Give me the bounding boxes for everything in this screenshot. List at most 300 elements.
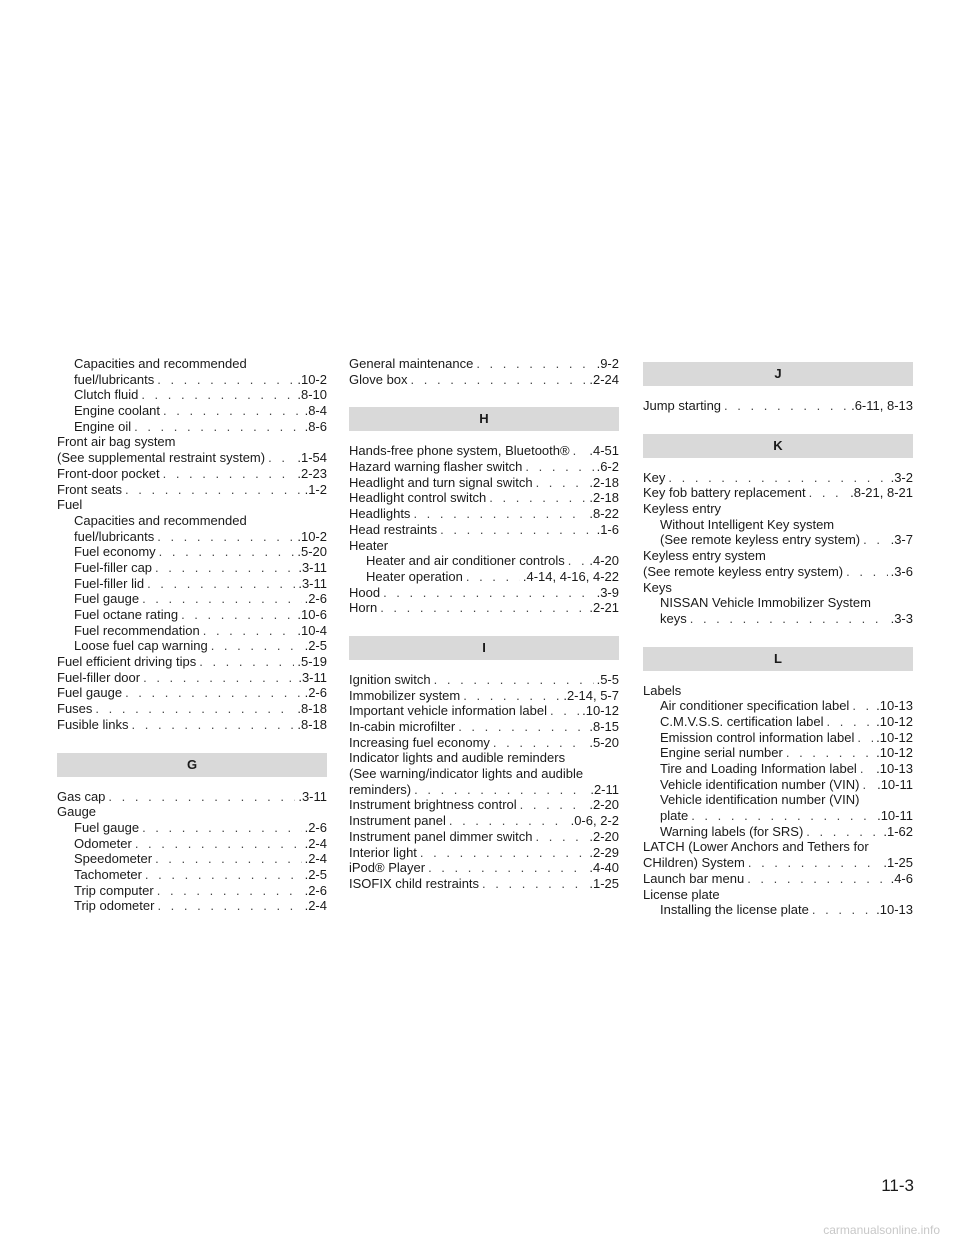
index-entry-term: ISOFIX child restraints [349,875,480,891]
index-entry-term: Instrument panel dimmer switch [349,828,533,844]
leader-dots [135,836,302,852]
index-entry-page-ref[interactable]: .10-11 [877,776,913,792]
index-entry[interactable] [643,714,913,730]
index-entry-page-ref[interactable]: .3-9 [596,584,619,600]
index-entry-term: Front air bag system [57,434,176,450]
index-entry-term: C.M.V.S.S. certification label [660,713,824,729]
index-entry-page-ref[interactable]: .3-11 [298,788,327,804]
section-header-g: G [57,753,327,777]
index-entry-page-ref[interactable]: .10-12 [876,745,913,761]
leader-dots [573,443,587,459]
index-column-1 [57,356,327,914]
leader-dots [141,387,294,403]
index-entry-page-ref[interactable]: .2-4 [304,835,327,851]
index-entry[interactable] [643,611,913,627]
leader-dots [786,745,873,761]
index-entry[interactable] [57,482,327,498]
index-entry-term: fuel/lubricants [74,528,155,544]
index-entry [643,580,913,596]
index-entry-page-ref[interactable]: .9-2 [596,356,619,371]
index-entry-term: LATCH (Lower Anchors and Tethers for [643,839,869,855]
index-entry [643,792,913,808]
index-entry[interactable] [57,403,327,419]
index-entry-page-ref[interactable]: .3-11 [298,559,327,575]
index-entry[interactable] [643,761,913,777]
index-entry-term: reminders) [349,781,412,797]
leader-dots [852,698,873,714]
index-entry-term: Head restraints [349,521,438,537]
index-entry[interactable] [643,855,913,871]
section-header-k: K [643,434,913,458]
index-entry[interactable] [57,883,327,899]
index-entry-term: Fuses [57,701,93,717]
index-entry-term: Speedometer [74,851,153,867]
leader-dots [568,553,587,569]
leader-dots [147,576,295,592]
leader-dots [489,490,586,506]
index-entry-page-ref[interactable]: .5-19 [297,654,327,670]
leader-dots [414,782,587,798]
index-entry[interactable] [349,672,619,688]
leader-dots [142,591,302,607]
index-entry-page-ref[interactable]: .2-6 [304,819,327,835]
leader-dots [125,482,302,498]
index-entry[interactable] [57,607,327,623]
leader-dots [155,851,302,867]
index-entry[interactable] [349,600,619,616]
index-entry-term: plate [660,808,689,824]
index-entry[interactable] [349,585,619,601]
index-entry[interactable] [349,703,619,719]
index-entry-term: Heater [349,537,389,553]
index-entry[interactable] [643,470,913,486]
leader-dots [95,701,294,717]
index-column-3 [643,356,913,918]
index-entry-term: CHildren) System [643,855,745,871]
index-entry[interactable] [349,459,619,475]
index-entry[interactable] [57,638,327,654]
index-entry-page-ref[interactable]: .2-4 [304,851,327,867]
index-entry-page-ref[interactable]: .10-12 [582,703,619,719]
index-entry-page-ref[interactable]: .3-3 [890,610,913,626]
index-entry-page-ref[interactable]: .8-15 [589,719,619,734]
index-column-2 [349,356,619,892]
index-entry-term: Fusible links [57,716,129,732]
index-entry-page-ref[interactable]: .10-13 [876,698,913,714]
index-entry [349,766,619,782]
index-entry-term: In-cabin microfilter [349,719,456,734]
leader-dots [536,475,587,491]
index-entry-term: Fuel octane rating [74,607,179,622]
index-entry-page-ref[interactable]: .1-54 [297,450,327,466]
index-entry[interactable] [349,356,619,372]
index-entry-page-ref[interactable]: .2-11 [590,781,619,797]
index-entry-term: Important vehicle information label [349,703,547,719]
index-entry-term: Instrument brightness control [349,797,517,813]
index-entry-term: Fuel [57,497,83,513]
index-entry-term: Fuel efficient driving tips [57,654,197,670]
index-entry[interactable] [57,717,327,733]
index-entry-term: (See remote keyless entry system) [643,563,844,579]
leader-dots [857,730,873,746]
index-entry-term: Without Intelligent Key system [660,516,835,532]
index-entry-page-ref[interactable]: .2-20 [589,797,619,813]
index-entry-term: Hazard warning flasher switch [349,459,523,475]
leader-dots [806,824,880,840]
leader-dots [181,607,294,623]
index-entry[interactable] [349,860,619,876]
index-entry [643,839,913,855]
index-entry-page-ref[interactable]: .3-2 [890,469,913,485]
index-entry-term: Horn [349,600,378,616]
index-entry[interactable] [57,654,327,670]
leader-dots [268,450,294,466]
index-entry-term: Trip computer [74,882,154,898]
index-entry-term: Labels [643,682,682,698]
leader-dots [428,860,586,876]
index-entry-term: Fuel-filler door [57,669,141,685]
index-entry-term: Ignition switch [349,671,431,687]
index-entry [643,887,913,903]
leader-dots [157,372,294,388]
leader-dots [827,714,874,730]
index-entry-page-ref[interactable]: .2-29 [589,844,619,860]
index-entry-page-ref[interactable]: .8-22 [589,506,619,522]
index-entry-page-ref[interactable]: .10-13 [876,902,913,918]
index-entry-page-ref[interactable]: .10-4 [297,622,327,638]
watermark: carmanualsonline.info [823,1223,940,1237]
index-entry-term: Gas cap [57,788,106,804]
index-entry-page-ref[interactable]: .3-11 [298,669,327,685]
index-entry[interactable] [57,529,327,545]
leader-dots [163,466,295,482]
index-entry-term: Instrument panel [349,813,446,829]
index-entry[interactable] [643,730,913,746]
index-entry-page-ref[interactable]: .10-6 [297,607,327,622]
leader-dots [134,419,301,435]
index-entry[interactable] [57,670,327,686]
index-entry-page-ref[interactable]: .2-6 [304,685,327,701]
index-entry-page-ref[interactable]: .4-6 [890,870,913,886]
index-entry-term: Fuel gauge [57,685,123,701]
index-entry-page-ref[interactable]: .1-25 [589,875,619,891]
index-entry-term: Headlight control switch [349,490,487,506]
index-entry[interactable] [349,782,619,798]
index-entry [643,595,913,611]
index-entry-page-ref[interactable]: .5-5 [596,671,619,687]
index-entry-term: General maintenance [349,356,474,371]
index-entry-page-ref[interactable]: .8-18 [297,701,327,717]
index-entry-page-ref[interactable]: .10-13 [876,761,913,776]
index-entry-term: Headlight and turn signal switch [349,474,533,490]
leader-dots [211,638,302,654]
leader-dots [163,403,302,419]
index-entry-term: Launch bar menu [643,870,745,886]
index-entry-term: Keyless entry system [643,548,766,564]
index-entry-page-ref[interactable]: .5-20 [297,544,327,560]
index-entry-page-ref[interactable]: .2-18 [589,474,619,490]
section-header-l: L [643,647,913,671]
leader-dots [411,372,587,388]
index-entry[interactable] [643,745,913,761]
index-entry-page-ref[interactable]: .0-6, 2-2 [570,813,619,829]
index-entry-page-ref[interactable]: .1-25 [883,855,913,871]
index-entry-term: Interior light [349,844,417,860]
index-entry-term: Vehicle identification number (VIN) [660,792,860,808]
index-entry[interactable] [643,902,913,918]
leader-dots [449,813,568,829]
leader-dots [458,719,586,735]
index-entry-term: Increasing fuel economy [349,734,490,750]
index-entry[interactable] [349,719,619,735]
index-entry [57,804,327,820]
index-entry-page-ref[interactable]: .2-5 [304,638,327,654]
index-entry-term: Engine coolant [74,403,161,419]
index-entry-page-ref[interactable]: .8-18 [297,716,327,732]
index-entry-page-ref[interactable]: .6-11, 8-13 [851,398,913,413]
index-entry[interactable] [57,450,327,466]
index-entry-page-ref[interactable]: .3-6 [890,563,913,579]
index-entry [57,356,327,372]
leader-dots [434,672,594,688]
leader-dots [536,829,587,845]
index-entry-page-ref[interactable]: .2-6 [304,882,327,898]
index-entry-page-ref[interactable]: .6-2 [596,459,619,475]
index-entry-term: Vehicle identification number (VIN) [660,776,860,792]
index-entry-page-ref[interactable]: .2-14, 5-7 [563,687,619,703]
index-entry-page-ref[interactable]: .1-6 [596,521,619,537]
index-entry[interactable] [643,532,913,548]
index-entry-term: Fuel gauge [74,819,140,835]
index-entry[interactable] [643,824,913,840]
leader-dots [463,688,560,704]
leader-dots [724,398,848,414]
index-entry-page-ref[interactable]: .2-20 [589,828,619,844]
index-entry-term: Key [643,469,666,485]
index-entry-term: Fuel-filler lid [74,575,145,591]
index-entry[interactable] [349,813,619,829]
index-entry-page-ref[interactable]: .8-21, 8-21 [850,485,913,501]
leader-dots [466,569,520,585]
leader-dots [493,735,586,751]
index-entry-page-ref[interactable]: .10-11 [877,808,913,824]
index-entry-term: (See remote keyless entry system) [660,532,861,548]
index-entry-page-ref[interactable]: .2-6 [304,591,327,607]
leader-dots [199,654,294,670]
leader-dots [155,560,295,576]
leader-dots [413,506,586,522]
index-entry[interactable] [57,685,327,701]
index-entry-page-ref[interactable]: .8-4 [304,403,327,419]
leader-dots [380,600,586,616]
index-entry[interactable] [349,443,619,459]
index-entry[interactable] [349,876,619,892]
leader-dots [482,876,586,892]
index-entry-term: Capacities and recommended [74,356,247,371]
index-entry [57,434,327,450]
index-entry-term: iPod® Player [349,860,426,876]
index-entry-term: Jump starting [643,398,722,413]
page-number: 11-3 [881,1176,914,1195]
index-entry-page-ref[interactable]: .1-62 [883,823,913,839]
index-entry-term: Key fob battery replacement [643,485,806,501]
index-entry-term: NISSAN Vehicle Immobilizer System [660,595,871,611]
index-entry-page-ref[interactable]: .2-24 [589,371,619,387]
index-entry-term: Front seats [57,481,123,497]
index-entry[interactable] [349,522,619,538]
index-entry[interactable] [643,564,913,580]
index-entry [349,538,619,554]
index-entry[interactable] [57,898,327,914]
index-entry-page-ref[interactable]: .4-20 [589,553,619,569]
index-entry[interactable] [349,845,619,861]
index-entry-term: Fuel gauge [74,591,140,607]
leader-dots [159,544,295,560]
leader-dots [812,902,873,918]
index-entry[interactable] [349,688,619,704]
index-entry-page-ref[interactable]: .10-2 [297,528,327,544]
index-entry-page-ref[interactable]: .10-12 [876,713,913,729]
index-entry-term: Gauge [57,804,97,820]
index-entry[interactable] [57,851,327,867]
index-entry[interactable] [57,701,327,717]
index-entry-term: Air conditioner specification label [660,698,850,714]
index-entry-term: Tire and Loading Information label [660,761,857,776]
index-entry[interactable] [349,735,619,751]
index-entry[interactable] [57,372,327,388]
index-entry-term: Keys [643,579,672,595]
section-header-h: H [349,407,619,431]
index-entry-page-ref[interactable]: .8-6 [304,418,327,434]
index-entry [643,548,913,564]
index-entry-term: Keyless entry [643,501,722,517]
leader-dots [157,529,294,545]
index-entry[interactable] [643,485,913,501]
index-entry[interactable] [57,466,327,482]
index-entry-page-ref[interactable]: .10-2 [297,371,327,387]
index-entry-page-ref[interactable]: .2-18 [589,490,619,506]
leader-dots [525,459,593,475]
leader-dots [132,717,295,733]
index-entry-term: Front-door pocket [57,465,160,481]
index-entry[interactable] [57,836,327,852]
leader-dots [157,883,302,899]
index-entry-page-ref[interactable]: .8-10 [297,387,327,403]
index-entry [643,517,913,533]
index-entry-term: Hands-free phone system, Bluetooth® [349,443,570,459]
index-entry-page-ref[interactable]: .10-12 [876,729,913,745]
index-entry[interactable] [57,544,327,560]
index-entry[interactable] [349,569,619,585]
leader-dots [520,797,587,813]
leader-dots [860,761,873,777]
index-entry[interactable] [643,808,913,824]
index-entry-page-ref[interactable]: .1-2 [304,481,327,497]
index-entry[interactable] [349,829,619,845]
leader-dots [476,356,593,372]
index-entry[interactable] [57,820,327,836]
index-entry-term: Capacities and recommended [74,512,247,528]
leader-dots [203,623,295,639]
index-entry[interactable] [57,419,327,435]
index-entry[interactable] [349,506,619,522]
index-entry-page-ref[interactable]: .3-11 [298,575,327,591]
index-entry[interactable] [57,591,327,607]
index-entry[interactable] [57,387,327,403]
index-entry-term: Tachometer [74,866,142,882]
leader-dots [863,532,887,548]
leader-dots [440,522,593,538]
index-entry[interactable] [349,475,619,491]
index-entry [349,750,619,766]
index-entry[interactable] [57,623,327,639]
index-entry-page-ref[interactable]: .4-40 [589,860,619,876]
index-entry-term: Heater operation [366,568,463,584]
leader-dots [383,585,594,601]
section-header-j: J [643,362,913,386]
index-entry-term: Fuel recommendation [74,622,200,638]
leader-dots [747,871,887,887]
index-entry[interactable] [57,789,327,805]
index-entry[interactable] [643,698,913,714]
index-entry-page-ref[interactable]: .2-5 [304,866,327,882]
index-entry-page-ref[interactable]: .2-23 [297,465,327,481]
index-entry[interactable] [643,871,913,887]
index-entry[interactable] [349,372,619,388]
index-entry-page-ref[interactable]: .2-4 [304,898,327,914]
index-entry [57,497,327,513]
leader-dots [142,820,302,836]
index-entry-page-ref[interactable]: .5-20 [589,734,619,750]
index-entry-term: Headlights [349,506,411,522]
index-entry[interactable] [349,490,619,506]
leader-dots [143,670,295,686]
leader-dots [748,855,881,871]
index-entry-term: Emission control information label [660,729,855,745]
index-entry-term: Fuel economy [74,544,156,560]
leader-dots [862,777,874,793]
index-entry [643,501,913,517]
index-entry-page-ref[interactable]: .3-7 [890,532,913,548]
index-entry-term: Fuel-filler cap [74,559,153,575]
index-entry-term: Glove box [349,371,408,387]
index-entry-term: (See warning/indicator lights and audible [349,766,584,782]
index-entry-term: Immobilizer system [349,687,461,703]
index-entry[interactable] [57,560,327,576]
leader-dots [691,808,874,824]
index-entry-term: keys [660,610,687,626]
index-entry-term: Loose fuel cap warning [74,638,208,654]
index-entry[interactable] [643,398,913,414]
leader-dots [420,845,586,861]
index-entry[interactable] [349,553,619,569]
leader-dots [809,485,848,501]
leader-dots [690,611,888,627]
index-entry-page-ref[interactable]: .2-21 [589,600,619,616]
leader-dots [668,470,887,486]
index-entry-term: Installing the license plate [660,902,809,918]
index-entry-term: License plate [643,886,720,902]
index-entry[interactable] [643,777,913,793]
index-entry-term: Odometer [74,835,132,851]
index-entry[interactable] [57,576,327,592]
leader-dots [108,789,295,805]
index-entry[interactable] [349,797,619,813]
index-entry-page-ref[interactable]: .4-14, 4-16, 4-22 [522,568,619,584]
index-entry[interactable] [57,867,327,883]
leader-dots [550,703,579,719]
index-entry-page-ref[interactable]: .4-51 [589,443,619,459]
